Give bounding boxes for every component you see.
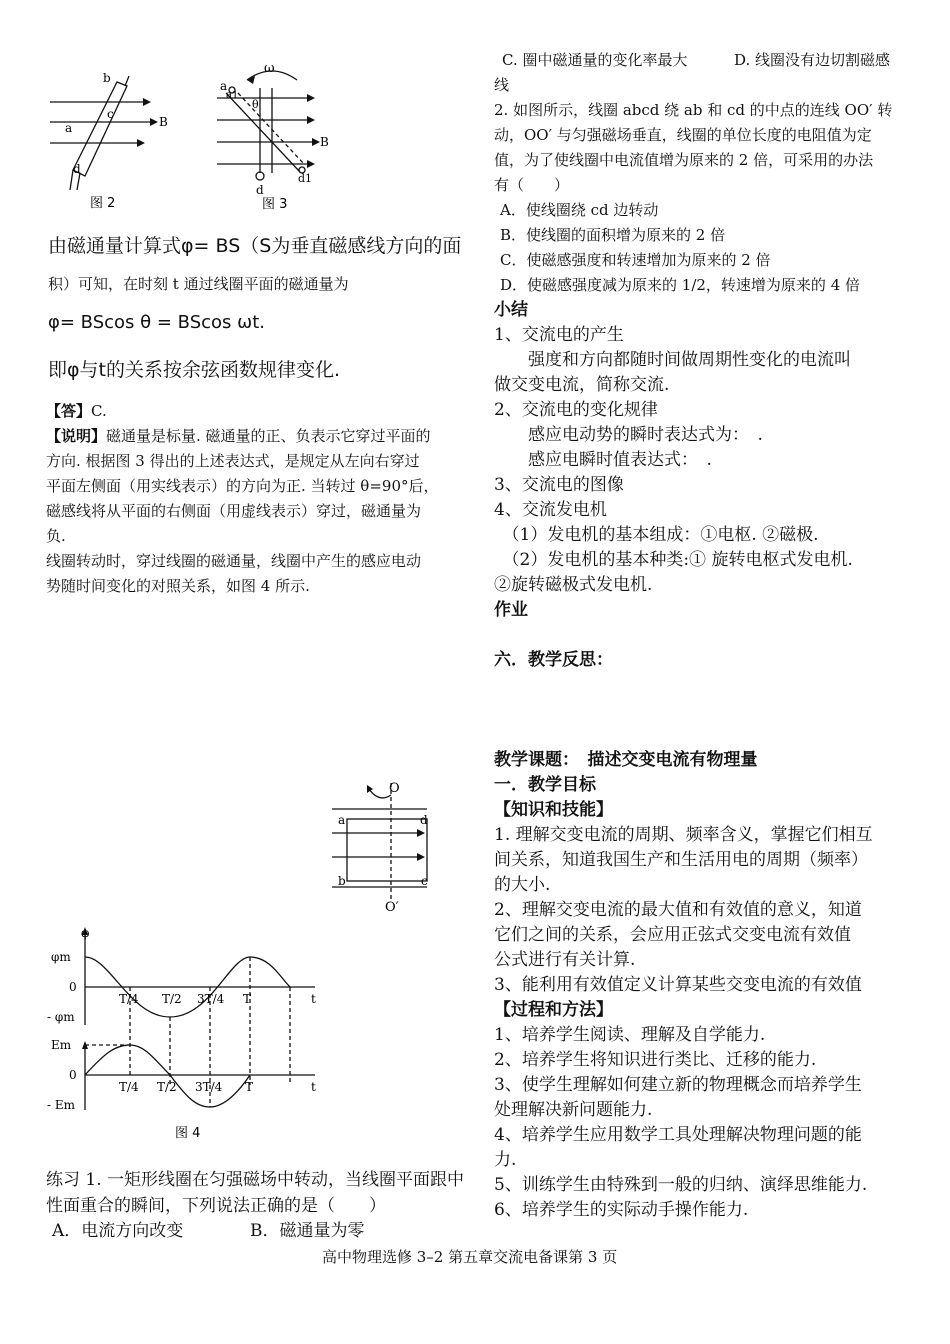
exercise2-option-b: B．使线圈的面积增为原来的 2 倍 (500, 226, 726, 244)
exercise1-option-d-cont: 线 (494, 76, 510, 94)
fig3-letter-B: B (320, 135, 329, 149)
fig4-neg-phim: - φm (47, 1010, 75, 1024)
knowledge-line-0: 1. 理解交变电流的周期、频率含义，掌握它们相互 (494, 825, 873, 845)
figure-3 (212, 58, 342, 215)
fig2-letter-B: B (159, 115, 168, 129)
summary-line-10: ②旋转磁极式发电机. (494, 575, 653, 595)
explain-line-6: 势随时间变化的对照关系，如图 4 所示. (46, 577, 310, 595)
knowledge-line-3: 2、理解交变电流的最大值和有效值的意义，知道 (494, 900, 862, 920)
fig4-e-tick-1: T/2 (157, 1080, 177, 1094)
summary-line-6: 3、交流电的图像 (494, 475, 624, 495)
knowledge-line-5: 公式进行有关计算. (494, 950, 636, 970)
coil-figure (327, 775, 437, 915)
explain-line-0 (46, 424, 431, 449)
reflection-title: 六．教学反思： (494, 650, 613, 670)
summary-title: 小结 (494, 300, 528, 320)
fig3-letter-d1: d1 (298, 172, 313, 185)
coil-letter-O: O (389, 781, 400, 796)
summary-line-7: 4、交流发电机 (494, 500, 607, 520)
answer-value: C. (91, 402, 107, 420)
fig4-phim: φm (51, 950, 71, 964)
fig3-letter-a1: a1 (226, 90, 239, 101)
process-line-3: 处理解决新问题能力. (494, 1100, 653, 1120)
fig4-phi-tick-0: T/4 (119, 992, 139, 1006)
knowledge-line-1: 间关系，知道我国生产和生活用电的周期（频率） (494, 850, 868, 870)
fig2-letter-d: d (73, 162, 81, 176)
exercise1-option-d: D. 线圈没有边切割磁感 (734, 51, 891, 69)
coil-letter-a: a (338, 813, 346, 827)
summary-line-0: 1、交流电的产生 (494, 325, 624, 345)
process-line-5: 力. (494, 1150, 517, 1170)
process-line-0: 1、培养学生阅读、理解及自学能力. (494, 1025, 766, 1045)
figure-2 (45, 70, 175, 215)
fig4-phi-tick-2: 3T/4 (197, 992, 225, 1006)
flux-line-3: 即φ与t的关系按余弦函数规律变化. (48, 359, 341, 381)
fig4-phi-tick-3: T (243, 992, 252, 1006)
flux-line-1: 由磁通量计算式φ= BS（S为垂直磁感线方向的面 (48, 235, 462, 257)
fig4-neg-em: - Em (47, 1098, 76, 1112)
process-line-6: 5、训练学生由特殊到一般的归纳、演绎思维能力. (494, 1175, 868, 1195)
fig4-e-zero: 0 (69, 1068, 77, 1082)
fig4-phi-axis: φ (81, 926, 90, 940)
flux-formula: φ= BScos θ = BScos ωt. (48, 312, 266, 333)
knowledge-title: 【知识和技能】 (494, 800, 613, 820)
exercise2-option-d: D．使磁感强度减为原来的 1/2，转速增为原来的 4 倍 (500, 276, 861, 294)
summary-line-4: 感应电动势的瞬时表达式为： . (494, 425, 763, 445)
fig4-e-tick-0: T/4 (119, 1080, 139, 1094)
exercise1-option-a: A．电流方向改变 (52, 1221, 184, 1241)
exercise1-option-c: C. 圈中磁通量的变化率最大 (502, 51, 688, 69)
goals-title: 一．教学目标 (494, 775, 596, 795)
fig2-caption: 图 2 (90, 196, 116, 211)
process-line-2: 3、使学生理解如何建立新的物理概念而培养学生 (494, 1075, 862, 1095)
explain-line-3: 磁感线将从平面的右侧面（用虚线表示）穿过，磁通量为 (46, 502, 422, 520)
fig4-phi-t: t (311, 992, 316, 1006)
exercise2-line-1: 动，OO′ 与匀强磁场垂直，线圈的单位长度的电阻值为定 (494, 126, 872, 144)
fig2-letter-a: a (65, 121, 73, 135)
coil-letter-c: c (421, 874, 428, 888)
summary-line-1: 强度和方向都随时间做周期性变化的电流叫 (494, 350, 851, 370)
explain-line-1: 方向. 根据图 3 得出的上述表达式，是规定从左向右穿过 (46, 452, 420, 470)
explain-line-2: 平面左侧面（用实线表示）的方向为正. 当转过 θ=90°后， (46, 477, 439, 495)
process-line-4: 4、培养学生应用数学工具处理解决物理问题的能 (494, 1125, 862, 1145)
answer-label: 【答】 (46, 402, 92, 420)
exercise1-line-0: 练习 1. 一矩形线圈在匀强磁场中转动，当线圈平面跟中 (46, 1170, 465, 1190)
explain-line-4: 负. (46, 527, 66, 545)
process-title: 【过程和方法】 (494, 1000, 613, 1020)
fig3-caption: 图 3 (262, 197, 288, 212)
process-line-1: 2、培养学生将知识进行类比、迁移的能力. (494, 1050, 817, 1070)
exercise2-line-3: 有（ ） (494, 176, 570, 194)
exercise1-line-1: 性面重合的瞬间，下列说法正确的是（ ） (46, 1196, 386, 1216)
summary-line-5: 感应电瞬时值表达式： . (494, 450, 712, 470)
knowledge-line-2: 的大小. (494, 875, 551, 895)
process-line-7: 6、培养学生的实际动手操作能力. (494, 1200, 749, 1220)
fig4-em: Em (51, 1038, 72, 1052)
fig4-e-tick-2: 3T/4 (195, 1080, 223, 1094)
summary-line-2: 做交变电流，简称交流. (494, 375, 670, 395)
coil-letter-O-prime: O′ (385, 900, 399, 915)
fig4-e-tick-3: T (245, 1080, 254, 1094)
exercise2-line-0: 2. 如图所示，线圈 abcd 绕 ab 和 cd 的中点的连线 OO′ 转 (494, 101, 893, 119)
fig3-theta: θ (252, 98, 259, 111)
exercise2-option-a: A．使线圈绕 cd 边转动 (500, 201, 659, 219)
homework-title: 作业 (494, 600, 528, 620)
explain-text-0: 磁通量是标量. 磁通量的正、负表示它穿过平面的 (106, 427, 431, 445)
flux-line-2: 积）可知，在时刻 t 通过线圈平面的磁通量为 (48, 275, 349, 293)
coil-letter-d: d (420, 813, 428, 827)
coil-letter-b: b (338, 874, 346, 888)
fig3-letter-a: a (220, 79, 228, 93)
fig4-e-t: t (311, 1080, 316, 1094)
exercise1-option-b: B．磁通量为零 (250, 1221, 365, 1241)
summary-line-9: （2）发电机的基本种类:① 旋转电枢式发电机. (494, 550, 853, 570)
page-footer: 高中物理选修 3–2 第五章交流电备课第 3 页 (322, 1248, 618, 1266)
fig3-omega: ω (264, 61, 275, 76)
lesson-title: 教学课题： 描述交变电流有物理量 (494, 750, 758, 770)
explain-line-5: 线圈转动时，穿过线圈的磁通量，线圈中产生的感应电动 (46, 552, 422, 570)
exercise2-option-c: C．使磁感强度和转速增加为原来的 2 倍 (500, 251, 771, 269)
fig4-phi-zero: 0 (69, 980, 77, 994)
fig2-letter-c: c (107, 107, 114, 121)
fig4-caption: 图 4 (175, 1126, 201, 1141)
fig4-phi-tick-1: T/2 (162, 992, 182, 1006)
knowledge-line-6: 3、能利用有效值定义计算某些交变电流的有效值 (494, 975, 862, 995)
knowledge-line-4: 它们之间的关系，会应用正弦式交变电流有效值 (494, 925, 851, 945)
fig3-letter-d: d (256, 183, 264, 197)
answer (46, 399, 107, 424)
exercise2-line-2: 值，为了使线圈中电流值增为原来的 2 倍，可采用的办法 (494, 151, 874, 169)
fig2-letter-b: b (103, 71, 111, 85)
summary-line-8: （1）发电机的基本组成：①电枢. ②磁极. (494, 525, 819, 545)
summary-line-3: 2、交流电的变化规律 (494, 400, 658, 420)
figure-4 (45, 925, 330, 1145)
explain-label: 【说明】 (46, 427, 107, 445)
